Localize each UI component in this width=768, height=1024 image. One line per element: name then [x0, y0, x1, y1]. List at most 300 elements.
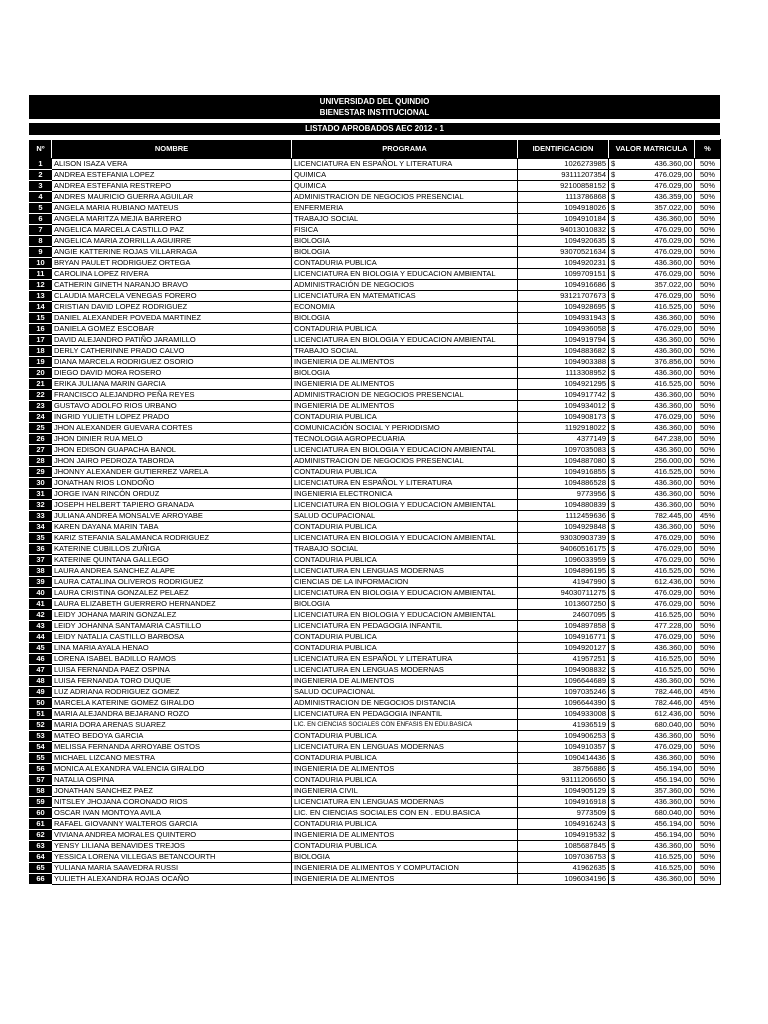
- identification: 1094883682: [518, 346, 609, 357]
- tuition-value: 357.022,00: [654, 203, 692, 212]
- tuition-value-cell: [609, 830, 695, 841]
- tuition-value-cell: [609, 753, 695, 764]
- tuition-value: 612.436,00: [654, 709, 692, 718]
- tuition-value: 476.029,00: [654, 412, 692, 421]
- row-number: 19: [30, 357, 52, 368]
- student-name: ANGELICA MARCELA CASTILLO PAZ: [52, 225, 292, 236]
- tuition-value-cell: [609, 643, 695, 654]
- tuition-value-cell: [609, 544, 695, 555]
- percentage: 50%: [695, 819, 721, 830]
- table-row: [30, 225, 721, 236]
- identification: 41947990: [518, 577, 609, 588]
- program-name: LICENCIATURA EN ESPAÑOL Y LITERATURA: [292, 654, 518, 665]
- tuition-value: 436.360,00: [654, 214, 692, 223]
- tuition-value: 647.238,00: [654, 434, 692, 443]
- student-name: DAVID ALEJANDRO PATIÑO JARAMILLO: [52, 335, 292, 346]
- currency-symbol: $: [611, 423, 616, 432]
- tuition-value-cell: [609, 533, 695, 544]
- row-number: 30: [30, 478, 52, 489]
- program-name: INGENIERIA DE ALIMENTOS: [292, 676, 518, 687]
- student-name: BRYAN PAULET RODRIGUEZ ORTEGA: [52, 258, 292, 269]
- identification: 1094934012: [518, 401, 609, 412]
- table-row: [30, 566, 721, 577]
- tuition-value: 476.029,00: [654, 632, 692, 641]
- program-name: LICENCIATURA EN BIOLOGIA Y EDUCACION AMBIENTAL: [292, 335, 518, 346]
- identification: 93111206650: [518, 775, 609, 786]
- percentage: 50%: [695, 742, 721, 753]
- table-row: [30, 830, 721, 841]
- percentage: 50%: [695, 588, 721, 599]
- identification: 1094887080: [518, 456, 609, 467]
- currency-symbol: $: [611, 192, 616, 201]
- identification: 93030903739: [518, 533, 609, 544]
- currency-symbol: $: [611, 632, 616, 641]
- program-name: LICENCIATURA EN ESPAÑOL Y LITERATURA: [292, 159, 518, 170]
- row-number: 25: [30, 423, 52, 434]
- tuition-value-cell: [609, 819, 695, 830]
- identification: 1094919794: [518, 335, 609, 346]
- table-row: [30, 720, 721, 731]
- program-name: LIC. EN CIENCIAS SOCIALES CON ENFASIS EN EDU.BASICA: [292, 720, 518, 731]
- program-name: BIOLOGIA: [292, 313, 518, 324]
- currency-symbol: $: [611, 401, 616, 410]
- table-row: [30, 654, 721, 665]
- student-name: KAREN DAYANA MARIN TABA: [52, 522, 292, 533]
- percentage: 50%: [695, 269, 721, 280]
- program-name: LICENCIATURA EN BIOLOGIA Y EDUCACION AMBIENTAL: [292, 445, 518, 456]
- table-row: [30, 577, 721, 588]
- percentage: 50%: [695, 665, 721, 676]
- identification: 1085687845: [518, 841, 609, 852]
- row-number: 44: [30, 632, 52, 643]
- student-name: LORENA ISABEL BADILLO RAMOS: [52, 654, 292, 665]
- tuition-value-cell: [609, 269, 695, 280]
- tuition-value-cell: [609, 225, 695, 236]
- tuition-value: 456.194,00: [654, 764, 692, 773]
- row-number: 52: [30, 720, 52, 731]
- row-number: 65: [30, 863, 52, 874]
- row-number: 55: [30, 753, 52, 764]
- row-number: 26: [30, 434, 52, 445]
- identification: 1094920127: [518, 643, 609, 654]
- identification: 1094936058: [518, 324, 609, 335]
- column-header-identificacion: IDENTIFICACION: [518, 140, 609, 159]
- tuition-value-cell: [609, 368, 695, 379]
- table-row: [30, 269, 721, 280]
- program-name: QUIMICA: [292, 181, 518, 192]
- table-row: [30, 401, 721, 412]
- identification: 4377149: [518, 434, 609, 445]
- program-name: CONTADURIA PUBLICA: [292, 775, 518, 786]
- tuition-value-cell: [609, 346, 695, 357]
- student-name: MATEO BEDOYA GARCIA: [52, 731, 292, 742]
- table-row: [30, 742, 721, 753]
- table-row: [30, 280, 721, 291]
- student-name: JHON ALEXANDER GUEVARA CORTES: [52, 423, 292, 434]
- row-number: 1: [30, 159, 52, 170]
- currency-symbol: $: [611, 764, 616, 773]
- identification: 1096644390: [518, 698, 609, 709]
- percentage: 50%: [695, 445, 721, 456]
- currency-symbol: $: [611, 687, 616, 696]
- identification: 9773509: [518, 808, 609, 819]
- tuition-value-cell: [609, 280, 695, 291]
- identification: 41957251: [518, 654, 609, 665]
- identification: 1094910357: [518, 742, 609, 753]
- program-name: CONTADURIA PUBLICA: [292, 467, 518, 478]
- row-number: 58: [30, 786, 52, 797]
- currency-symbol: $: [611, 489, 616, 498]
- program-name: ENFERMERIA: [292, 203, 518, 214]
- tuition-value-cell: [609, 709, 695, 720]
- program-name: BIOLOGIA: [292, 236, 518, 247]
- tuition-value: 416.525,00: [654, 467, 692, 476]
- identification: 41962635: [518, 863, 609, 874]
- percentage: 50%: [695, 489, 721, 500]
- row-number: 24: [30, 412, 52, 423]
- student-name: GUSTAVO ADOLFO RIOS URBANO: [52, 401, 292, 412]
- percentage: 50%: [695, 577, 721, 588]
- program-name: CIENCIAS DE LA INFORMACION: [292, 577, 518, 588]
- student-name: VIVIANA ANDREA MORALES QUINTERO: [52, 830, 292, 841]
- tuition-value-cell: [609, 610, 695, 621]
- row-number: 49: [30, 687, 52, 698]
- percentage: 50%: [695, 258, 721, 269]
- tuition-value: 416.525,00: [654, 863, 692, 872]
- identification: 1094916771: [518, 632, 609, 643]
- column-header-number: Nº: [30, 140, 52, 159]
- identification: 1094886528: [518, 478, 609, 489]
- tuition-value-cell: [609, 192, 695, 203]
- program-name: LICENCIATURA EN PEDAGOGIA INFANTIL: [292, 621, 518, 632]
- column-header-percent: %: [695, 140, 721, 159]
- row-number: 21: [30, 379, 52, 390]
- percentage: 50%: [695, 214, 721, 225]
- row-number: 34: [30, 522, 52, 533]
- tuition-value: 477.228,00: [654, 621, 692, 630]
- identification: 1094918026: [518, 203, 609, 214]
- student-name: LUISA FERNANDA TORO DUQUE: [52, 676, 292, 687]
- currency-symbol: $: [611, 665, 616, 674]
- program-name: LICENCIATURA EN LENGUAS MODERNAS: [292, 797, 518, 808]
- tuition-value: 456.194,00: [654, 775, 692, 784]
- program-name: CONTADURIA PUBLICA: [292, 841, 518, 852]
- row-number: 32: [30, 500, 52, 511]
- percentage: 50%: [695, 236, 721, 247]
- tuition-value: 476.029,00: [654, 291, 692, 300]
- tuition-value-cell: [609, 599, 695, 610]
- student-name: FRANCISCO ALEJANDRO PEÑA REYES: [52, 390, 292, 401]
- percentage: 50%: [695, 797, 721, 808]
- tuition-value-cell: [609, 808, 695, 819]
- percentage: 50%: [695, 203, 721, 214]
- currency-symbol: $: [611, 819, 616, 828]
- tuition-value: 782.446,00: [654, 698, 692, 707]
- row-number: 54: [30, 742, 52, 753]
- tuition-value: 456.194,00: [654, 830, 692, 839]
- identification: 1094919532: [518, 830, 609, 841]
- tuition-value-cell: [609, 676, 695, 687]
- identification: 1192918022: [518, 423, 609, 434]
- table-header-row: [30, 140, 721, 159]
- tuition-value: 436.360,00: [654, 676, 692, 685]
- table-row: [30, 423, 721, 434]
- identification: 1094917742: [518, 390, 609, 401]
- tuition-value: 456.194,00: [654, 819, 692, 828]
- table-row: [30, 621, 721, 632]
- identification: 1090414436: [518, 753, 609, 764]
- program-name: ADMINISTRACION DE NEGOCIOS PRESENCIAL: [292, 390, 518, 401]
- tuition-value-cell: [609, 379, 695, 390]
- identification: 1097035083: [518, 445, 609, 456]
- currency-symbol: $: [611, 236, 616, 245]
- row-number: 56: [30, 764, 52, 775]
- currency-symbol: $: [611, 324, 616, 333]
- identification: 1113308952: [518, 368, 609, 379]
- tuition-value-cell: [609, 170, 695, 181]
- percentage: 50%: [695, 346, 721, 357]
- student-name: ANGELICA MARIA ZORRILLA AGUIRRE: [52, 236, 292, 247]
- row-number: 20: [30, 368, 52, 379]
- row-number: 2: [30, 170, 52, 181]
- row-number: 46: [30, 654, 52, 665]
- tuition-value: 436.360,00: [654, 489, 692, 498]
- table-row: [30, 709, 721, 720]
- tuition-value-cell: [609, 302, 695, 313]
- table-row: [30, 500, 721, 511]
- tuition-value: 476.029,00: [654, 742, 692, 751]
- row-number: 43: [30, 621, 52, 632]
- tuition-value: 476.029,00: [654, 533, 692, 542]
- percentage: 50%: [695, 324, 721, 335]
- program-name: CONTADURIA PUBLICA: [292, 753, 518, 764]
- percentage: 50%: [695, 467, 721, 478]
- tuition-value: 476.029,00: [654, 588, 692, 597]
- student-name: LEIDY NATALIA CASTILLO BARBOSA: [52, 632, 292, 643]
- percentage: 50%: [695, 830, 721, 841]
- tuition-value-cell: [609, 588, 695, 599]
- currency-symbol: $: [611, 643, 616, 652]
- percentage: 50%: [695, 522, 721, 533]
- identification: 1094896195: [518, 566, 609, 577]
- student-name: MARIA DORA ARENAS SUAREZ: [52, 720, 292, 731]
- student-name: CAROLINA LOPEZ RIVERA: [52, 269, 292, 280]
- table-row: [30, 434, 721, 445]
- student-name: DIEGO DAVID MORA ROSERO: [52, 368, 292, 379]
- percentage: 50%: [695, 841, 721, 852]
- program-name: CONTADURIA PUBLICA: [292, 643, 518, 654]
- tuition-value-cell: [609, 159, 695, 170]
- table-row: [30, 544, 721, 555]
- tuition-value-cell: [609, 423, 695, 434]
- identification: 1094897858: [518, 621, 609, 632]
- student-name: INGRID YULIETH LOPEZ PRADO: [52, 412, 292, 423]
- student-name: ANGELA MARITZA MEJIA BARRERO: [52, 214, 292, 225]
- student-name: LUISA FERNANDA PAEZ OSPINA: [52, 665, 292, 676]
- identification: 1094910184: [518, 214, 609, 225]
- currency-symbol: $: [611, 346, 616, 355]
- identification: 94030711275: [518, 588, 609, 599]
- tuition-value-cell: [609, 775, 695, 786]
- percentage: 50%: [695, 335, 721, 346]
- identification: 1026273985: [518, 159, 609, 170]
- tuition-value: 476.029,00: [654, 324, 692, 333]
- program-name: LICENCIATURA EN BIOLOGIA Y EDUCACION AMBIENTAL: [292, 588, 518, 599]
- identification: 1094920635: [518, 236, 609, 247]
- percentage: 50%: [695, 654, 721, 665]
- currency-symbol: $: [611, 379, 616, 388]
- student-name: JONATHAN SANCHEZ PAEZ: [52, 786, 292, 797]
- program-name: INGENIERIA DE ALIMENTOS: [292, 357, 518, 368]
- program-name: LICENCIATURA EN BIOLOGIA Y EDUCACION AMBIENTAL: [292, 533, 518, 544]
- table-row: [30, 764, 721, 775]
- column-header-programa: PROGRAMA: [292, 140, 518, 159]
- table-row: [30, 852, 721, 863]
- currency-symbol: $: [611, 390, 616, 399]
- identification: 1094906253: [518, 731, 609, 742]
- tuition-value: 476.029,00: [654, 544, 692, 553]
- table-row: [30, 786, 721, 797]
- student-name: YULIANA MARIA SAAVEDRA RUSSI: [52, 863, 292, 874]
- tuition-value: 416.525,00: [654, 302, 692, 311]
- percentage: 50%: [695, 280, 721, 291]
- identification: 92100858152: [518, 181, 609, 192]
- currency-symbol: $: [611, 676, 616, 685]
- row-number: 42: [30, 610, 52, 621]
- table-row: [30, 159, 721, 170]
- row-number: 17: [30, 335, 52, 346]
- currency-symbol: $: [611, 698, 616, 707]
- row-number: 53: [30, 731, 52, 742]
- identification: 1096033959: [518, 555, 609, 566]
- table-row: [30, 456, 721, 467]
- student-name: LEIDY JOHANNA SANTAMARIA CASTILLO: [52, 621, 292, 632]
- percentage: 50%: [695, 599, 721, 610]
- table-row: [30, 863, 721, 874]
- percentage: 50%: [695, 544, 721, 555]
- tuition-value: 436.360,00: [654, 643, 692, 652]
- tuition-value-cell: [609, 181, 695, 192]
- currency-symbol: $: [611, 533, 616, 542]
- row-number: 35: [30, 533, 52, 544]
- program-name: ADMINISTRACIÓN DE NEGOCIOS: [292, 280, 518, 291]
- tuition-value: 436.360,00: [654, 159, 692, 168]
- program-name: CONTADURIA PUBLICA: [292, 731, 518, 742]
- row-number: 60: [30, 808, 52, 819]
- row-number: 38: [30, 566, 52, 577]
- currency-symbol: $: [611, 225, 616, 234]
- table-row: [30, 511, 721, 522]
- row-number: 16: [30, 324, 52, 335]
- table-row: [30, 797, 721, 808]
- student-name: ANDRES MAURICIO GUERRA AGUILAR: [52, 192, 292, 203]
- row-number: 45: [30, 643, 52, 654]
- currency-symbol: $: [611, 269, 616, 278]
- tuition-value: 476.029,00: [654, 269, 692, 278]
- percentage: 50%: [695, 753, 721, 764]
- table-row: [30, 302, 721, 313]
- identification: 1094916686: [518, 280, 609, 291]
- table-row: [30, 533, 721, 544]
- table-row: [30, 665, 721, 676]
- program-name: LICENCIATURA EN BIOLOGIA Y EDUCACION AMBIENTAL: [292, 500, 518, 511]
- tuition-value-cell: [609, 291, 695, 302]
- row-number: 11: [30, 269, 52, 280]
- student-name: JULIANA ANDREA MONSALVE ARROYABE: [52, 511, 292, 522]
- percentage: 50%: [695, 621, 721, 632]
- table-row: [30, 357, 721, 368]
- percentage: 50%: [695, 852, 721, 863]
- program-name: LICENCIATURA EN ESPAÑOL Y LITERATURA: [292, 478, 518, 489]
- student-name: JOSEPH HELBERT TAPIERO GRANADA: [52, 500, 292, 511]
- row-number: 51: [30, 709, 52, 720]
- tuition-value-cell: [609, 764, 695, 775]
- currency-symbol: $: [611, 775, 616, 784]
- percentage: 50%: [695, 379, 721, 390]
- table-row: [30, 643, 721, 654]
- currency-symbol: $: [611, 368, 616, 377]
- row-number: 61: [30, 819, 52, 830]
- column-header-nombre: NOMBRE: [52, 140, 292, 159]
- tuition-value: 416.525,00: [654, 610, 692, 619]
- student-name: RAFAEL GIOVANNY WALTEROS GARCIA: [52, 819, 292, 830]
- tuition-value: 376.856,00: [654, 357, 692, 366]
- identification: 1094929848: [518, 522, 609, 533]
- tuition-value-cell: [609, 555, 695, 566]
- program-name: INGENIERIA DE ALIMENTOS Y COMPUTACION: [292, 863, 518, 874]
- document-page: [29, 95, 720, 885]
- table-row: [30, 819, 721, 830]
- tuition-value-cell: [609, 357, 695, 368]
- tuition-value: 436.360,00: [654, 368, 692, 377]
- tuition-value-cell: [609, 874, 695, 885]
- table-row: [30, 170, 721, 181]
- student-name: YESSICA LORENA VILLEGAS BETANCOURTH: [52, 852, 292, 863]
- table-row: [30, 203, 721, 214]
- student-name: JHON DINIER RUA MELO: [52, 434, 292, 445]
- identification: 1097036753: [518, 852, 609, 863]
- percentage: 50%: [695, 709, 721, 720]
- currency-symbol: $: [611, 302, 616, 311]
- currency-symbol: $: [611, 247, 616, 256]
- currency-symbol: $: [611, 313, 616, 322]
- currency-symbol: $: [611, 863, 616, 872]
- table-row: [30, 687, 721, 698]
- tuition-value-cell: [609, 247, 695, 258]
- student-name: NITSLEY JHOJANA CORONADO RIOS: [52, 797, 292, 808]
- row-number: 14: [30, 302, 52, 313]
- student-name: CRISTIAN DAVID LOPEZ RODRIGUEZ: [52, 302, 292, 313]
- percentage: 50%: [695, 412, 721, 423]
- tuition-value-cell: [609, 511, 695, 522]
- student-name: DANIELA GOMEZ ESCOBAR: [52, 324, 292, 335]
- currency-symbol: $: [611, 753, 616, 762]
- tuition-value: 680.040,00: [654, 720, 692, 729]
- table-row: [30, 368, 721, 379]
- tuition-value-cell: [609, 786, 695, 797]
- currency-symbol: $: [611, 456, 616, 465]
- tuition-value: 612.436,00: [654, 577, 692, 586]
- tuition-value: 256.000,00: [654, 456, 692, 465]
- student-name: KARIZ STEFANIA SALAMANCA RODRIGUEZ: [52, 533, 292, 544]
- program-name: LIC. EN CIENCIAS SOCIALES CON EN . EDU.BASICA: [292, 808, 518, 819]
- table-row: [30, 412, 721, 423]
- row-number: 15: [30, 313, 52, 324]
- student-name: LAURA ANDREA SANCHEZ ALAPE: [52, 566, 292, 577]
- currency-symbol: $: [611, 522, 616, 531]
- student-name: ERIKA JULIANA MARIN GARCIA: [52, 379, 292, 390]
- identification: 1097035246: [518, 687, 609, 698]
